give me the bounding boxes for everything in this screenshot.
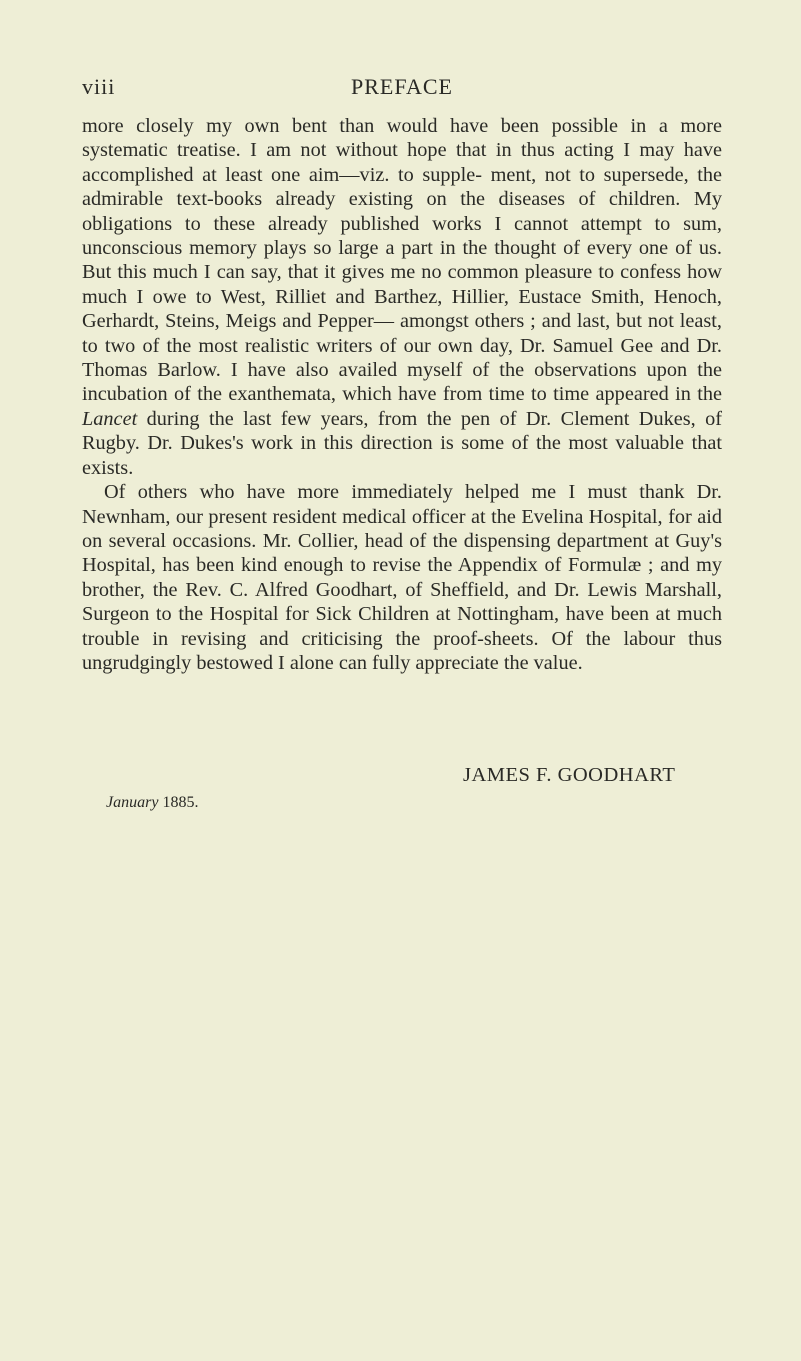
paragraph-1 bbox=[82, 114, 722, 480]
dateline-year: 1885. bbox=[162, 794, 199, 811]
dateline bbox=[106, 794, 198, 812]
preface-body bbox=[82, 114, 722, 675]
page-header bbox=[82, 74, 722, 108]
running-title: PREFACE bbox=[351, 74, 453, 99]
paragraph-2: Of others who have more immediately helped me I must thank Dr. Newnham, our present resident medical officer at the Evelina Hospital, for aid on several occasions. Mr. Collier, head of the dispensing department at Guy's Hospital, has been kind enough to revise the Appendix of Formulæ ; and my brother, the Rev. C. Alfred Goodhart, of Sheffield, and Dr. Lewis Marshall, Surgeon to the Hospital for Sick Children at Nottingham, have been at much trouble in revising and criticising the proof-sheets. Of the labour thus ungrudgingly bestowed I alone can fully appreciate the value. bbox=[82, 481, 722, 674]
journal-title-lancet: Lancet bbox=[82, 407, 138, 430]
page-number: viii bbox=[82, 74, 116, 99]
paragraph-1-text: more closely my own bent than would have been possible in a more systematic treatise. I am not without hope that in thus acting I may have accomplished at least one aim—viz. to supple- ment, not to supersede, the admirable text-books already existing on the diseases of children. My obligations to these already published works I cannot attempt to sum, unconscious memory plays so large a part in the thought of every one of us. But this much I can say, that it gives me no common pleasure to confess how much I owe to West, Rilliet and Barthez, Hillier, Eustace Smith, Henoch, Gerhardt, Steins, Meigs and Pepper— amongst others ; and last, but not least, to two of the most realistic writers of our own day, Dr. Samuel Gee and Dr. Thomas Barlow. I have also availed myself of the observations upon the incubation of the exanthemata, which have from time to time appeared in the bbox=[82, 115, 722, 406]
paragraph-1-text-end: during the last few years, from the pen of Dr. Clement Dukes, of Rugby. Dr. Dukes's work in this direction is some of the most valuable that exists. bbox=[82, 407, 722, 479]
author-signature: JAMES F. GOODHART bbox=[463, 764, 676, 786]
dateline-month: January bbox=[106, 794, 159, 811]
